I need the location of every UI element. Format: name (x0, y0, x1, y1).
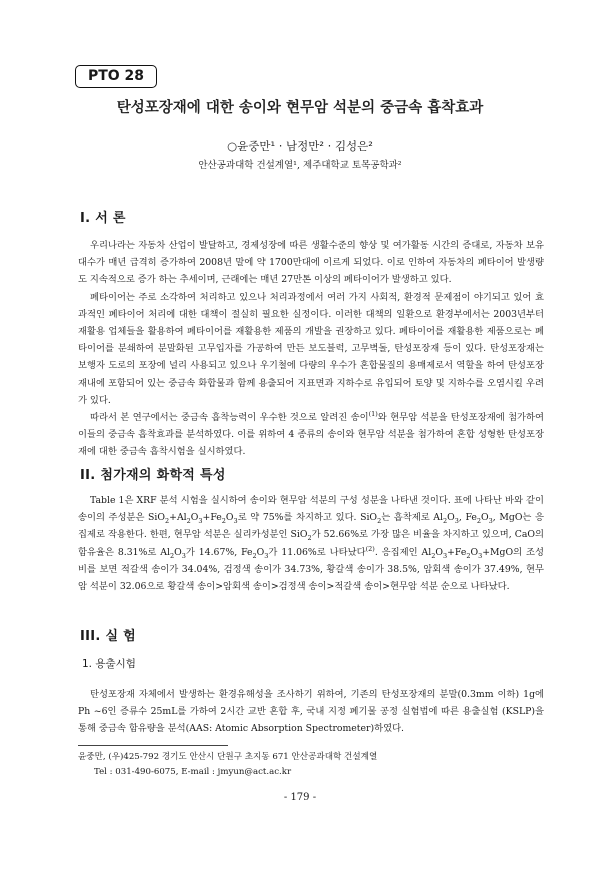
citation-1: (1) (368, 409, 378, 418)
affiliations: 안산공과대학 건설계열¹, 제주대학교 토목공학과² (198, 160, 402, 171)
section-heading-introduction: I. 서 론 (80, 211, 126, 226)
paper-title: 탄성포장재에 대한 송이와 현무암 석분의 중금속 흡착효과 (116, 100, 484, 116)
intro-p3-text-b: 와 현무암 석분을 탄성포장재에 첨가하여 이들의 중금속 흡착효과를 분석하였다. 이를 위하여 4 종류의 송이와 현무암 석분을 첨가하여 혼합 성형한 탄성포장재에 대한 중금속 흡착시험을 실시하였다. (78, 412, 544, 458)
author-list: ○윤중만¹ · 남정만² · 김성은² (227, 139, 373, 153)
footnote-address: 윤중만, (우)425-792 경기도 안산시 단원구 초지동 671 안산공과대학 건설계열 (78, 752, 378, 762)
intro-paragraph-2: 폐타이어는 주로 소각하여 처리하고 있으나 처리과정에서 여러 가지 사회적, 환경적 문제점이 야기되고 있어 효과적인 폐타이어 처리에 대한 대책이 절실히 필요한 실정이다. 이러한 대책의 일환으로 환경부에서는 2003년부터 재활용 업체들을 활용하여 폐타이어를 재활용한 제품의 개발을 권장하고 있다. 폐타이어를 재활용한 제품으로는 폐타이어를 분쇄하여 분말화된 고무입자를 가공하여 만든 보도블럭, 고무벽돌, 탄성포장재 등이 있다. 탄성포장재는 보행자 도로의 포장에 널리 사용되고 있으나 우기철에 다량의 우수가 혼합물질의 용매제로서 역할을 하여 탄성포장재내에 포함되어 있는 중금속 화합물과 함께 용출되어 지표면과 지하수로 유입되어 토양 및 지하수를 오염시킬 우려가 있다. (78, 291, 544, 406)
session-badge: PTO 28 (75, 65, 157, 88)
footnote (78, 750, 548, 780)
section-heading-experiment: III. 실 험 (80, 629, 137, 644)
page-number: - 179 - (283, 792, 317, 803)
chemical-paragraph: Table 1은 XRF 분석 시험을 실시하여 송이와 현무암 석분의 구성 성분을 나타낸 것이다. 표에 나타난 바와 같이 송이의 주성분은 $SiO_2+Al_2O_3+Fe_2O_3$로 약 75%를 차지하고 있다. SiO$_2$는 흡착제로 $Al_2O_3$, $Fe_2O_3$, MgO는 응집제로 작용한다. 한편, 현무암 석분은 실리카성분인 SiO$_2$가 52.66%로 가장 많은 비율을 차지하고 있으며, CaO의 함유율은 8.31%로 $Al_2O_3$가 14.67%, $Fe_2O_3$가 11.06%로 나타났다$^{(2)}$. 응집제인 $Al_2O_3+Fe_2O_3+MgO$의 조성비를 보면 적갈색 송이가 34.04%, 검정색 송이가 34.73%, 황갈색 송이가 38.5%, 암회색 송이가 37.49%, 현무암 석분이 32.06으로 황갈색 송이>암회색 송이>검정색 송이>적갈색 송이>현무암 석분 순으로 나타났다. (78, 495, 544, 593)
experiment-body (78, 686, 544, 738)
footnote-contact: Tel : 031-490-6075, E-mail : jmyun@act.ac.kr (94, 767, 292, 777)
intro-paragraph-3 (78, 409, 544, 461)
intro-paragraph-1: 우리나라는 자동차 산업이 발달하고, 경제성장에 따른 생활수준의 향상 및 여가활동 시간의 증대로, 자동차 보유대수가 매년 급격히 증가하여 2008년 말에 약 1700만대에 이르게 되었다. 이로 인하여 자동차의 폐타이어 발생량도 지속적으로 증가 하는 추세이며, 근래에는 매년 27만톤 이상의 폐타이어가 발생하고 있다. (78, 240, 544, 286)
footnote-divider (78, 745, 228, 746)
introduction-body (78, 237, 544, 461)
section-heading-chemical: II. 첨가재의 화학적 특성 (80, 468, 226, 483)
chemical-body (78, 492, 544, 595)
intro-p3-text-a: 따라서 본 연구에서는 중금속 흡착능력이 우수한 것으로 알려진 송이 (90, 412, 369, 424)
subsection-heading-leaching: 1. 용출시험 (82, 658, 136, 670)
citation-2: (2) (365, 544, 375, 553)
experiment-paragraph: 탄성포장재 자체에서 발생하는 환경유해성을 조사하기 위하여, 기존의 탄성포장재의 분말(0.3mm 이하) 1g에 Ph ~6인 증류수 25mL를 가하여 2시간 교반 혼합 후, 국내 지정 폐기물 공정 실험법에 따른 용출실험 (KSLP)을 통해 중금속 함유량을 분석(AAS: Atomic Absorption Spectrometer)하였다. (78, 689, 544, 735)
